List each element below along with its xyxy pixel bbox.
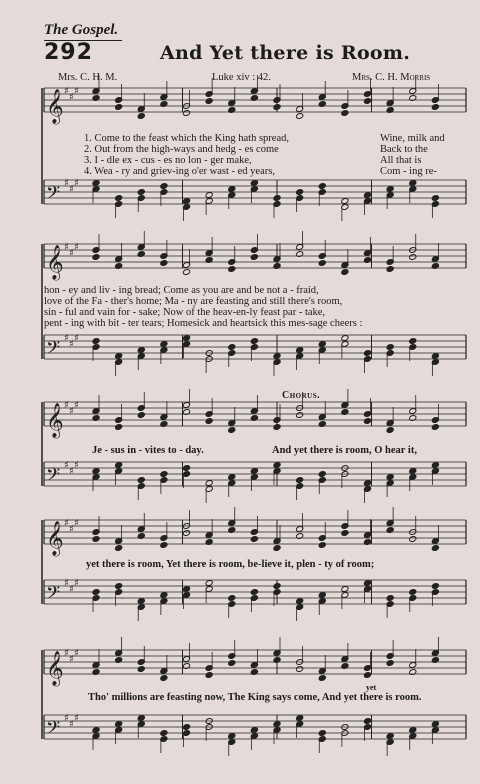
note-head bbox=[273, 353, 281, 360]
note-head bbox=[386, 186, 394, 193]
section-title: The Gospel. bbox=[44, 22, 119, 38]
note-head bbox=[182, 586, 190, 593]
chorus-line-2: Tho' millions are feasting now, The King says come, And yet there is room. bbox=[88, 692, 422, 703]
note-head bbox=[431, 104, 439, 111]
note-head bbox=[228, 186, 236, 193]
note-head bbox=[431, 195, 439, 202]
note-head bbox=[137, 598, 145, 605]
note-head bbox=[115, 195, 123, 202]
clef-symbol: ♯ bbox=[64, 86, 69, 97]
note-head bbox=[273, 462, 281, 469]
note-head bbox=[205, 480, 213, 487]
verse-4-line-1-end: Com - ing re- bbox=[380, 166, 437, 177]
clef-symbol: ♯ bbox=[74, 400, 79, 411]
note-head bbox=[318, 675, 326, 682]
note-head bbox=[363, 672, 371, 679]
clef-symbol: ♯ bbox=[69, 524, 74, 535]
note-head bbox=[160, 471, 168, 478]
note-head bbox=[92, 338, 100, 345]
note-head bbox=[296, 412, 304, 419]
clef-symbol: 𝄢 bbox=[46, 583, 61, 608]
note-head bbox=[160, 183, 168, 190]
clef-symbol: ♯ bbox=[64, 400, 69, 411]
note-head bbox=[386, 595, 394, 602]
note-head bbox=[250, 468, 258, 475]
note-head bbox=[409, 254, 417, 261]
note-head bbox=[341, 198, 349, 205]
note-head bbox=[228, 660, 236, 667]
note-head bbox=[431, 721, 439, 728]
chorus-label: Chorus. bbox=[282, 390, 321, 401]
note-head bbox=[137, 715, 145, 722]
note-head bbox=[273, 545, 281, 552]
note-head bbox=[431, 583, 439, 590]
clef-symbol: ♯ bbox=[69, 184, 74, 195]
note-head bbox=[228, 733, 236, 740]
clef-symbol: 𝄞 bbox=[46, 245, 64, 280]
chorus-alt-yet: yet bbox=[366, 683, 377, 692]
note-head bbox=[137, 113, 145, 120]
clef-symbol: ♯ bbox=[69, 719, 74, 730]
note-head bbox=[363, 98, 371, 105]
note-head bbox=[250, 589, 258, 596]
clef-symbol: 𝄞 bbox=[46, 651, 64, 686]
clef-symbol: ♯ bbox=[69, 466, 74, 477]
note-head bbox=[386, 733, 394, 740]
verse-3-line-1: 3. I - dle ex - cus - es no lon - ger make, bbox=[84, 155, 252, 166]
clef-symbol: ♯ bbox=[69, 584, 74, 595]
clef-symbol: ♯ bbox=[74, 713, 79, 724]
note-head bbox=[386, 474, 394, 481]
note-head bbox=[273, 195, 281, 202]
note-head bbox=[431, 545, 439, 552]
note-head bbox=[341, 335, 349, 342]
note-head bbox=[115, 462, 123, 469]
clef-symbol: ♯ bbox=[64, 648, 69, 659]
note-head bbox=[160, 592, 168, 599]
note-head bbox=[92, 589, 100, 596]
note-head bbox=[318, 471, 326, 478]
note-head bbox=[341, 269, 349, 276]
verse-2-line-1-end: Back to the bbox=[380, 144, 428, 155]
note-head bbox=[228, 474, 236, 481]
clef-symbol: ♯ bbox=[74, 648, 79, 659]
note-head bbox=[182, 465, 190, 472]
verse-refrain-line: Je - sus in - vites to - day. bbox=[92, 445, 204, 456]
chorus-line-1: yet there is room, Yet there is room, be-lieve it, plen - ty of room; bbox=[86, 559, 375, 570]
note-head bbox=[273, 721, 281, 728]
clef-symbol: ♯ bbox=[69, 406, 74, 417]
note-head bbox=[318, 592, 326, 599]
note-head bbox=[115, 721, 123, 728]
clef-symbol: 𝄞 bbox=[46, 521, 64, 556]
note-head bbox=[273, 104, 281, 111]
note-head bbox=[386, 427, 394, 434]
note-head bbox=[160, 341, 168, 348]
clef-symbol: ♯ bbox=[74, 518, 79, 529]
note-head bbox=[386, 344, 394, 351]
note-head bbox=[205, 192, 213, 199]
note-head bbox=[250, 727, 258, 734]
note-head bbox=[431, 424, 439, 431]
note-head bbox=[115, 353, 123, 360]
note-head bbox=[205, 672, 213, 679]
note-head bbox=[363, 480, 371, 487]
note-head bbox=[273, 424, 281, 431]
lyricist-credit: Mrs. C. H. M. bbox=[58, 72, 118, 83]
note-head bbox=[137, 477, 145, 484]
note-head bbox=[137, 666, 145, 673]
note-head bbox=[409, 536, 417, 543]
note-head bbox=[228, 266, 236, 273]
note-head bbox=[160, 730, 168, 737]
note-head bbox=[318, 730, 326, 737]
note-head bbox=[273, 583, 281, 590]
note-head bbox=[160, 542, 168, 549]
note-head bbox=[250, 180, 258, 187]
note-head bbox=[182, 198, 190, 205]
clef-symbol: ♯ bbox=[64, 578, 69, 589]
clef-symbol: 𝄢 bbox=[46, 718, 61, 743]
clef-symbol: 𝄢 bbox=[46, 465, 61, 490]
verse-4-line-1: 4. Wea - ry and griev-ing o'er wast - ed years, bbox=[84, 166, 275, 177]
verse-1-line-1-end: Wine, milk and bbox=[380, 133, 445, 144]
verse-2-line-2: love of the Fa - ther's home; Ma - ny are feasting and still there's room, bbox=[44, 296, 343, 307]
note-head bbox=[137, 347, 145, 354]
verse-3-line-1-end: All that is bbox=[380, 155, 422, 166]
note-head bbox=[296, 347, 304, 354]
clef-symbol: ♯ bbox=[74, 86, 79, 97]
chorus-start-line: And yet there is room, O hear it, bbox=[272, 445, 417, 456]
note-head bbox=[431, 462, 439, 469]
note-head bbox=[341, 530, 349, 537]
note-head bbox=[92, 254, 100, 261]
note-head bbox=[137, 189, 145, 196]
note-head bbox=[182, 724, 190, 731]
note-head bbox=[182, 110, 190, 117]
note-head bbox=[341, 586, 349, 593]
note-head bbox=[205, 580, 213, 587]
note-head bbox=[205, 418, 213, 425]
clef-symbol: 𝄞 bbox=[46, 403, 64, 438]
clef-symbol: ♯ bbox=[74, 460, 79, 471]
note-head bbox=[409, 468, 417, 475]
composer-credit: Mrs. C. H. Morris bbox=[352, 72, 431, 83]
clef-symbol: 𝄞 bbox=[46, 89, 64, 124]
clef-symbol: 𝄢 bbox=[46, 183, 61, 208]
clef-symbol: ♯ bbox=[69, 92, 74, 103]
clef-symbol: ♯ bbox=[69, 339, 74, 350]
note-head bbox=[182, 335, 190, 342]
clef-symbol: ♯ bbox=[64, 518, 69, 529]
clef-symbol: ♯ bbox=[74, 178, 79, 189]
note-head bbox=[228, 595, 236, 602]
clef-symbol: 𝄢 bbox=[46, 338, 61, 363]
note-head bbox=[318, 542, 326, 549]
note-head bbox=[250, 338, 258, 345]
clef-symbol: ♯ bbox=[69, 654, 74, 665]
note-head bbox=[92, 180, 100, 187]
note-head bbox=[296, 477, 304, 484]
verse-1-line-1: 1. Come to the feast which the King hath spread, bbox=[84, 133, 289, 144]
note-head bbox=[296, 666, 304, 673]
note-head bbox=[363, 718, 371, 725]
clef-symbol: ♯ bbox=[64, 333, 69, 344]
scripture-reference: Luke xiv : 42. bbox=[212, 72, 271, 83]
note-head bbox=[296, 715, 304, 722]
note-head bbox=[115, 424, 123, 431]
note-head bbox=[363, 418, 371, 425]
note-head bbox=[92, 536, 100, 543]
clef-symbol: ♯ bbox=[74, 242, 79, 253]
note-head bbox=[341, 110, 349, 117]
note-head bbox=[409, 727, 417, 734]
note-head bbox=[115, 104, 123, 111]
clef-symbol: ♯ bbox=[74, 578, 79, 589]
note-head bbox=[386, 660, 394, 667]
hymn-title: And Yet there is Room. bbox=[160, 42, 411, 64]
note-head bbox=[318, 183, 326, 190]
note-head bbox=[92, 468, 100, 475]
verse-2-line-1: 2. Out from the high-ways and hedg - es come bbox=[84, 144, 279, 155]
note-head bbox=[92, 727, 100, 734]
note-head bbox=[318, 341, 326, 348]
note-head bbox=[250, 254, 258, 261]
note-head bbox=[182, 269, 190, 276]
clef-symbol: ♯ bbox=[64, 460, 69, 471]
note-head bbox=[205, 98, 213, 105]
verse-1-line-2: hon - ey and liv - ing bread; Come as you are and be not a - fraid, bbox=[44, 285, 319, 296]
note-head bbox=[296, 598, 304, 605]
note-head bbox=[363, 350, 371, 357]
note-head bbox=[409, 338, 417, 345]
note-head bbox=[115, 583, 123, 590]
note-head bbox=[228, 344, 236, 351]
note-head bbox=[363, 580, 371, 587]
note-head bbox=[409, 180, 417, 187]
note-head bbox=[318, 260, 326, 267]
clef-symbol: ♯ bbox=[69, 248, 74, 259]
note-head bbox=[160, 260, 168, 267]
verse-4-line-2: pent - ing with bit - ter tears; Homesick and heartsick this mes-sage cheers : bbox=[44, 318, 363, 329]
note-head bbox=[115, 545, 123, 552]
note-head bbox=[363, 192, 371, 199]
note-head bbox=[431, 353, 439, 360]
note-head bbox=[228, 427, 236, 434]
note-head bbox=[296, 113, 304, 120]
clef-symbol: ♯ bbox=[64, 178, 69, 189]
note-head bbox=[409, 589, 417, 596]
note-head bbox=[160, 675, 168, 682]
clef-symbol: ♯ bbox=[64, 242, 69, 253]
verse-3-line-2: sin - ful and vain for - sake; Now of the heav-en-ly feast par - take, bbox=[44, 307, 326, 318]
note-head bbox=[182, 530, 190, 537]
clef-symbol: ♯ bbox=[74, 333, 79, 344]
hymn-number: 292 bbox=[44, 40, 93, 65]
note-head bbox=[386, 266, 394, 273]
clef-symbol: ♯ bbox=[64, 713, 69, 724]
note-head bbox=[250, 536, 258, 543]
note-head bbox=[296, 189, 304, 196]
note-head bbox=[137, 412, 145, 419]
